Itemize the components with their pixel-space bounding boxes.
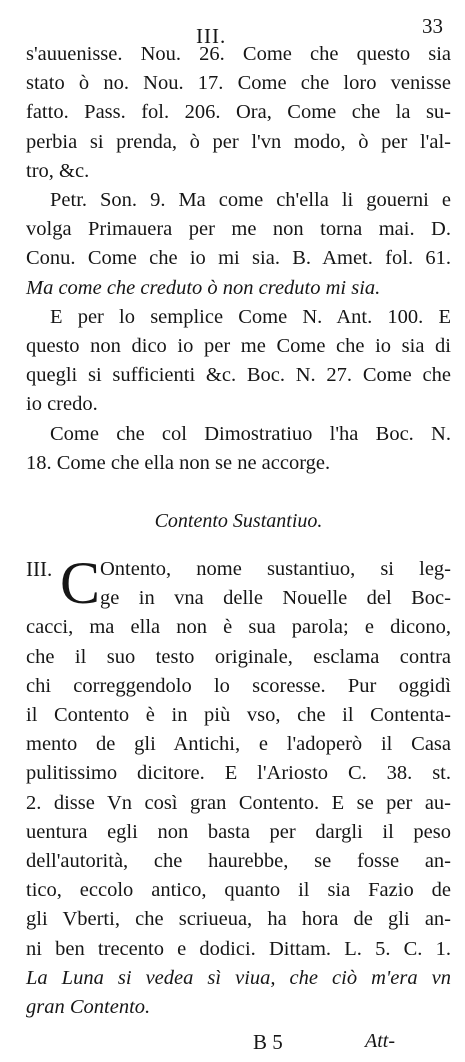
- text-line: io credo.: [26, 393, 98, 416]
- text-line: il Contento è in più vso, che il Contenta-: [26, 704, 451, 727]
- text-line: cacci, ma ella non è sua parola; e dicono,: [26, 616, 451, 639]
- text-line: 2. disse Vn così gran Contento. E se per au-: [26, 791, 451, 814]
- page-footer: [26, 1022, 451, 1062]
- text-line: quegli si sufficienti &c. Boc. N. 27. Come che: [26, 364, 451, 387]
- text-line: perbia si prenda, ò per l'vn modo, ò per l'al-: [26, 130, 451, 153]
- text-line: gli Vberti, che scriueua, ha hora de gli an-: [26, 908, 451, 931]
- paragraph-dimostratiuo: [26, 420, 451, 478]
- text-line: stato ò no. Nou. 17. Come che loro venisse: [26, 72, 451, 95]
- text-line: chi correggendolo lo scoresse. Pur oggidì: [26, 674, 451, 697]
- text-line: Ma come che creduto ò non creduto mi sia.: [26, 276, 381, 299]
- text-line: mento de gli Antichi, e l'adoperò il Casa: [26, 733, 451, 756]
- section-mark: III.: [26, 557, 53, 582]
- text-line: uentura egli non basta per dargli il peso: [26, 820, 451, 843]
- text-line: Petr. Son. 9. Ma come ch'ella li gouerni e: [50, 189, 451, 212]
- text-line: Conu. Come che io mi sia. B. Amet. fol. 61.: [26, 247, 451, 270]
- paragraph-contento: [26, 550, 451, 1022]
- paragraph-semplice: [26, 303, 451, 420]
- text-line: 18. Come che ella non se ne accorge.: [26, 451, 331, 474]
- text-line: pulitissimo dicitore. E l'Ariosto C. 38. st.: [26, 762, 451, 785]
- section-heading: Contento Sustantiuo.: [154, 510, 323, 533]
- text-line: fatto. Pass. fol. 206. Ora, Come che la su-: [26, 101, 451, 124]
- text-line: che il suo testo originale, esclama contra: [26, 645, 451, 668]
- page-number: 33: [422, 14, 443, 38]
- text-line: Ontento, nome sustantiuo, si leg-: [100, 558, 451, 581]
- paragraph-continuation: [26, 40, 451, 186]
- catchword: Att-: [365, 1030, 395, 1053]
- drop-cap: C: [60, 550, 101, 617]
- text-line: ge in vna delle Nouelle del Boc-: [100, 587, 451, 610]
- text-line: gran Contento.: [26, 996, 151, 1019]
- text-line: tico, eccolo antico, quanto il sia Fazio de: [26, 879, 451, 902]
- running-header: [26, 14, 451, 48]
- text-line: dell'autorità, che haurebbe, se fosse an-: [26, 850, 451, 873]
- text-line: questo non dico io per me Come che io sia di: [26, 335, 451, 358]
- text-line: tro, &c.: [26, 159, 90, 182]
- text-line: La Luna si vedea sì viua, che ciò m'era vn: [26, 966, 451, 989]
- signature-mark: B 5: [253, 1030, 283, 1055]
- text-line: E per lo semplice Come N. Ant. 100. E: [50, 305, 451, 328]
- paragraph-petrarca: [26, 186, 451, 303]
- text-line: s'auuenisse. Nou. 26. Come che questo sia: [26, 43, 451, 65]
- text-line: volga Primauera per me non torna mai. D.: [26, 218, 451, 241]
- text-line: ni ben trecento e dodici. Dittam. L. 5. C. 1.: [26, 937, 451, 960]
- text-line: Come che col Dimostratiuo l'ha Boc. N.: [50, 422, 451, 445]
- section-mark-header: III.: [196, 24, 227, 48]
